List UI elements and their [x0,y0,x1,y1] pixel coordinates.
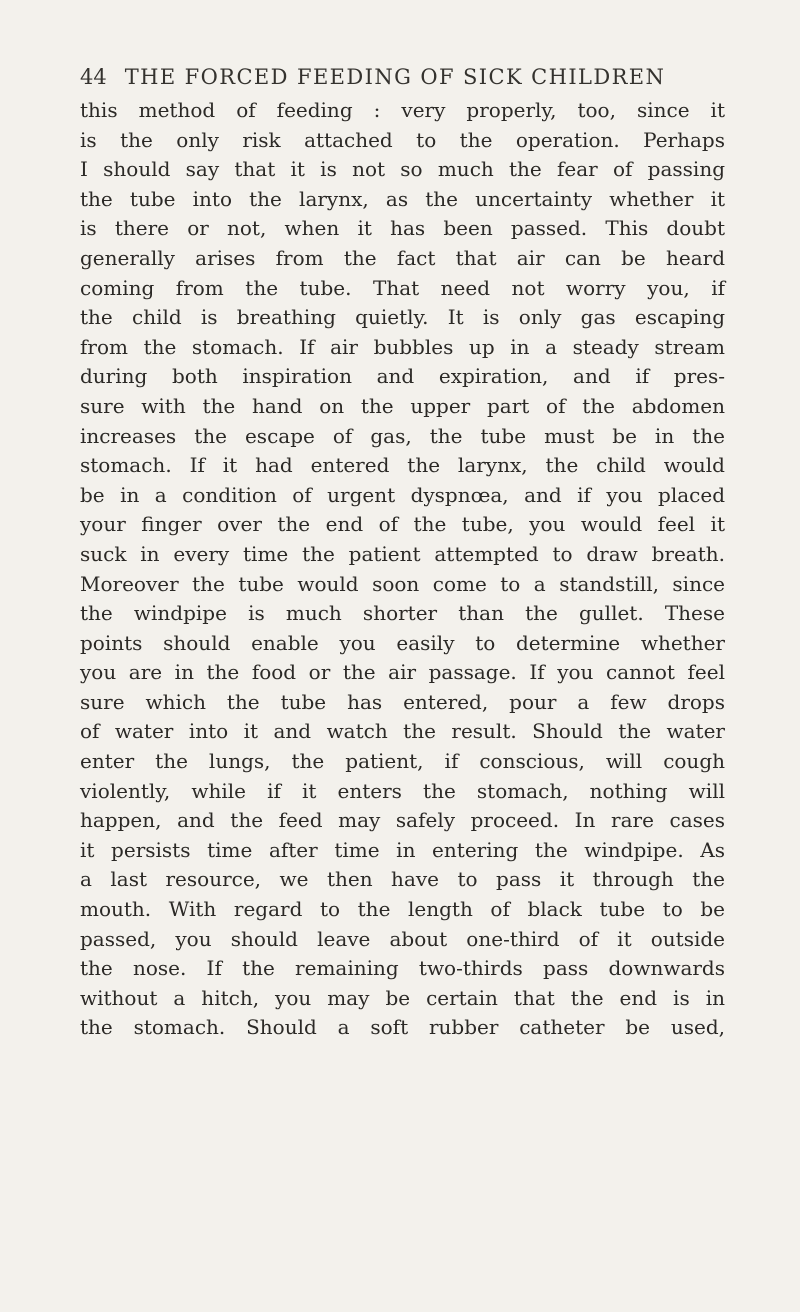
text-line: generally arises from the fact that air can be heard [80,245,725,270]
text-line: coming from the tube. That need not worry you, if [80,275,725,300]
text-line: is there or not, when it has been passed. This doubt [80,216,725,241]
text-line: suck in every time the patient attempted to draw breath. [80,541,725,566]
text-line: mouth. With regard to the length of black tube to be [80,897,725,922]
text-line: from the stomach. If air bubbles up in a steady stream [80,334,725,359]
text-line: sure with the hand on the upper part of the abdomen [80,393,725,418]
text-line: a last resource, we then have to pass it through the [80,867,725,892]
text-line: be in a condition of urgent dyspnœa, and if you placed [80,482,725,507]
body-text [80,96,725,1043]
text-line: I should say that it is not so much the fear of passing [80,157,725,182]
text-line: stomach. If it had entered the larynx, the child would [80,453,725,478]
text-line: of water into it and watch the result. Should the water [80,719,725,744]
text-line: the tube into the larynx, as the uncertainty whether it [80,186,725,211]
text-line: passed, you should leave about one-third of it outside [80,926,725,951]
page-number: 44 [80,65,107,89]
text-line: increases the escape of gas, the tube must be in the [80,423,725,448]
text-line: violently, while if it enters the stomach, nothing will [80,778,725,803]
text-line: enter the lungs, the patient, if conscious, will cough [80,749,725,774]
text-line: points should enable you easily to determine whether [80,630,725,655]
text-line: happen, and the feed may safely proceed. In rare cases [80,808,725,833]
text-line: sure which the tube has entered, pour a few drops [80,689,725,714]
text-line: the nose. If the remaining two-thirds pass downwards [80,956,725,981]
text-line: your finger over the end of the tube, you would feel it [80,512,725,537]
text-line: during both inspiration and expiration, and if pres- [80,364,725,389]
running-head [80,62,720,92]
text-line: this method of feeding : very properly, too, since it [80,98,725,122]
text-line: is the only risk attached to the operation. Perhaps [80,127,725,152]
text-line: without a hitch, you may be certain that the end is in [80,985,725,1010]
text-line: the stomach. Should a soft rubber catheter be used, [80,1015,725,1040]
text-line: it persists time after time in entering the windpipe. As [80,837,725,862]
text-line: you are in the food or the air passage. If you cannot feel [80,660,725,685]
text-line: the child is breathing quietly. It is only gas escaping [80,305,725,330]
text-line: the windpipe is much shorter than the gullet. These [80,601,725,626]
text-line: Moreover the tube would soon come to a standstill, since [80,571,725,596]
running-title: THE FORCED FEEDING OF SICK CHILDREN [124,65,666,89]
